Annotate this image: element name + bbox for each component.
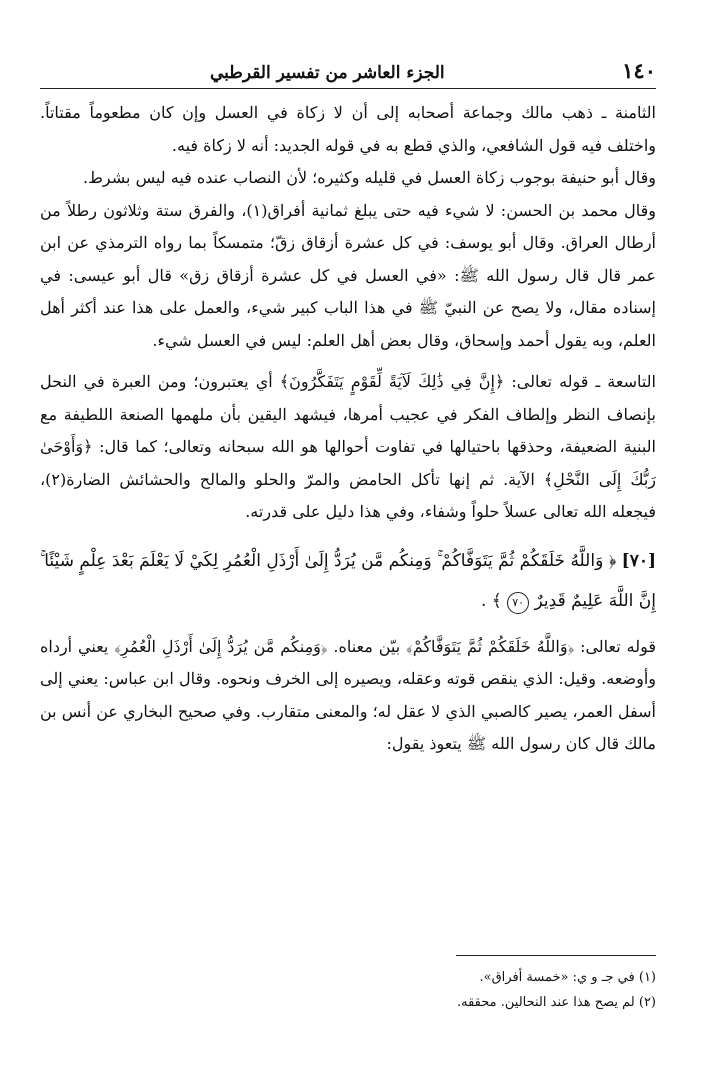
running-title: الجزء العاشر من تفسير القرطبي (210, 63, 445, 83)
verse-end-marker: ٧٠ (507, 592, 529, 614)
page-number: ١٤٠ (622, 58, 656, 83)
verse-number: [٧٠] (621, 550, 656, 571)
verse-text: ﴿ وَاللَّهُ خَلَقَكُمْ ثُمَّ يَتَوَفَّاكُمْ ۚ وَمِنكُم مَّن يُرَدُّ إِلَىٰ أَرْذَلِ الْعُمُرِ لِكَيْ لَا يَعْلَمَ بَعْدَ عِلْمٍ شَيْئًا ۚ إِنَّ اللَّهَ عَلِيمٌ قَدِيرٌ (40, 550, 656, 611)
paragraph-abu-hanifa: وقال أبو حنيفة بوجوب زكاة العسل في قليله وكثيره؛ لأن النصاب عنده فيه ليس بشرط. (83, 168, 656, 187)
quran-verse-block (40, 541, 656, 621)
verse-closing: ﴾ . (480, 590, 502, 611)
paragraph-muhammad-ibn-hasan: وقال محمد بن الحسن: لا شيء فيه حتى يبلغ ثمانية أفراق(١)، والفرق ستة وثلاثون رطلاً من أرطال العراق. وقال أبو يوسف: في كل عشرة أزقاق زقّ؛ متمسكاً بما رواه الترمذي عن ابن عمر قال قال رسول الله ﷺ: «في العسل في كل عشرة أزقاق زق» قال أبو عيسى: في إسناده مقال، ولا يصح عن النبيّ ﷺ في هذا الباب كبير شيء، والعمل على هذا عند أكثر أهل العلم، وبه يقول أحمد وإسحاق، وقال بعض أهل العلم: ليس في العسل شيء. (40, 200, 656, 350)
commentary-text (40, 631, 656, 761)
footnote-rule (456, 955, 656, 956)
footnote-1: (١) في جـ و ي: «خمسة أفراق». (479, 970, 656, 985)
main-text (40, 97, 656, 529)
header-rule (40, 88, 656, 89)
footnotes (40, 965, 656, 1015)
running-header (40, 58, 656, 84)
footnote-2: (٢) لم يصح هذا عند النحالين. محققه. (457, 995, 656, 1010)
paragraph-ninth: التاسعة ـ قوله تعالى: ﴿إِنَّ فِي ذَٰلِكَ لَآيَةً لِّقَوْمٍ يَتَفَكَّرُونَ﴾ أي يعتبرون؛ ومن العبرة في النحل بإنصاف النظر وإلطاف الفكر في عجيب أمرها، فيشهد اليقين بأن ملهمها الصنعة اللطيفة مع البنية الضعيفة، وحذقها باحتيالها في تفاوت أحوالها هو الله سبحانه وتعالى؛ كما قال: ﴿وَأَوْحَىٰ رَبُّكَ إِلَى النَّحْلِ﴾ الآية. ثم إنها تأكل الحامض والمرّ والحلو والمالح والحشائش الضارة(٢)، فيجعله الله تعالى عسلاً حلواً وشفاء، وفي هذا دليل على قدرته. (40, 372, 657, 521)
paragraph-commentary: قوله تعالى: ﴿وَاللَّهُ خَلَقَكُمْ ثُمَّ يَتَوَفَّاكُمْ﴾ بيّن معناه. ﴿وَمِنكُم مَّن يُرَدُّ إِلَىٰ أَرْذَلِ الْعُمُرِ﴾ يعني أرداه وأوضعه. وقيل: الذي ينقص قوته وعقله، ويصيره إلى الخرف ونحوه. وقال ابن عباس: يعني إلى أسفل العمر، يصير كالصبي الذي لا عقل له؛ والمعنى متقارب. وفي صحيح البخاري عن أنس بن مالك قال كان رسول الله ﷺ يتعوذ يقول: (40, 636, 656, 753)
paragraph-eighth: الثامنة ـ ذهب مالك وجماعة أصحابه إلى أن لا زكاة في العسل وإن كان مطعوماً مقتاتاً. واختلف فيه قول الشافعي، والذي قطع به في قوله الجديد: أنه لا زكاة فيه. (40, 103, 656, 155)
